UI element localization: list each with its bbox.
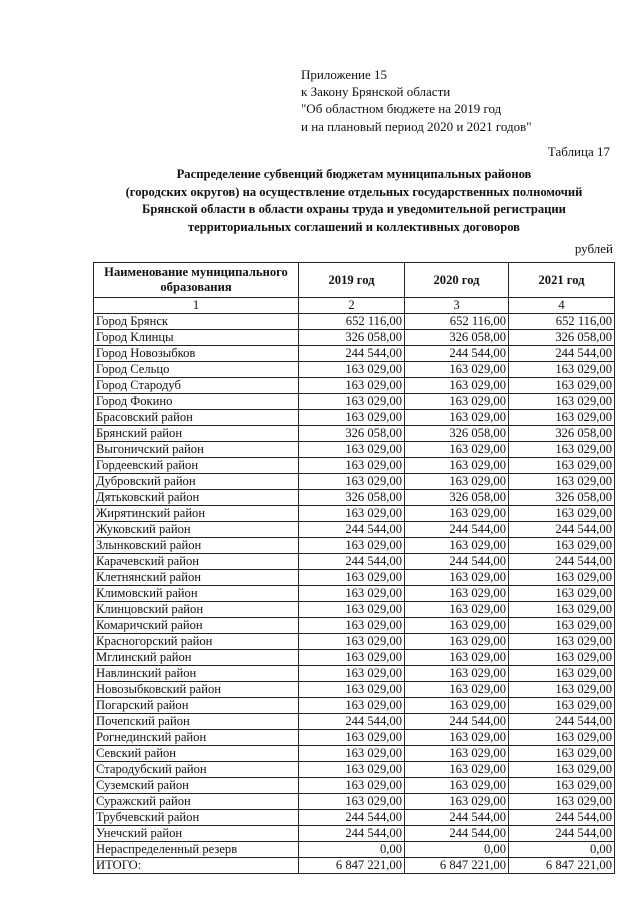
amount-2019: 326 058,00 <box>299 330 405 346</box>
amount-2019: 652 116,00 <box>299 314 405 330</box>
amount-2021: 326 058,00 <box>509 490 615 506</box>
header-municipality: Наименование муниципального образования <box>94 263 299 298</box>
appendix-line: и на плановый период 2020 и 2021 годов" <box>301 118 532 134</box>
municipality-name: Суземский район <box>94 778 299 794</box>
subvention-table <box>93 262 615 874</box>
amount-2020: 163 029,00 <box>405 762 509 778</box>
amount-2019: 163 029,00 <box>299 394 405 410</box>
amount-2021: 0,00 <box>509 842 615 858</box>
amount-2019: 6 847 221,00 <box>299 858 405 874</box>
amount-2021: 163 029,00 <box>509 746 615 762</box>
amount-2020: 163 029,00 <box>405 634 509 650</box>
amount-2020: 163 029,00 <box>405 378 509 394</box>
amount-2019: 244 544,00 <box>299 826 405 842</box>
amount-2021: 244 544,00 <box>509 522 615 538</box>
column-number: 2 <box>299 298 405 314</box>
amount-2021: 244 544,00 <box>509 346 615 362</box>
amount-2021: 326 058,00 <box>509 426 615 442</box>
amount-2021: 244 544,00 <box>509 826 615 842</box>
appendix-line: к Закону Брянской области <box>301 84 451 100</box>
amount-2019: 163 029,00 <box>299 458 405 474</box>
table-row <box>94 314 615 330</box>
amount-2021: 163 029,00 <box>509 778 615 794</box>
municipality-name: Рогнединский район <box>94 730 299 746</box>
table-row <box>94 618 615 634</box>
amount-2021: 163 029,00 <box>509 762 615 778</box>
amount-2020: 244 544,00 <box>405 346 509 362</box>
table-row <box>94 426 615 442</box>
amount-2019: 163 029,00 <box>299 634 405 650</box>
header-2019: 2019 год <box>299 263 405 298</box>
amount-2021: 163 029,00 <box>509 650 615 666</box>
header-2020: 2020 год <box>405 263 509 298</box>
municipality-name: Навлинский район <box>94 666 299 682</box>
amount-2019: 163 029,00 <box>299 618 405 634</box>
amount-2021: 652 116,00 <box>509 314 615 330</box>
total-row <box>94 858 615 874</box>
municipality-name: Злынковский район <box>94 538 299 554</box>
column-number: 1 <box>94 298 299 314</box>
municipality-name: Жирятинский район <box>94 506 299 522</box>
table-row <box>94 442 615 458</box>
column-number: 3 <box>405 298 509 314</box>
column-number-row <box>94 298 615 314</box>
amount-2019: 163 029,00 <box>299 746 405 762</box>
amount-2020: 163 029,00 <box>405 506 509 522</box>
amount-2021: 163 029,00 <box>509 666 615 682</box>
municipality-name: Погарский район <box>94 698 299 714</box>
amount-2020: 163 029,00 <box>405 650 509 666</box>
amount-2020: 163 029,00 <box>405 458 509 474</box>
table-row <box>94 666 615 682</box>
amount-2020: 163 029,00 <box>405 570 509 586</box>
amount-2020: 163 029,00 <box>405 602 509 618</box>
municipality-name: Унечский район <box>94 826 299 842</box>
amount-2019: 163 029,00 <box>299 378 405 394</box>
amount-2020: 244 544,00 <box>405 714 509 730</box>
table-row <box>94 458 615 474</box>
amount-2019: 163 029,00 <box>299 666 405 682</box>
amount-2019: 163 029,00 <box>299 506 405 522</box>
amount-2021: 163 029,00 <box>509 362 615 378</box>
amount-2020: 244 544,00 <box>405 826 509 842</box>
municipality-name: Комаричский район <box>94 618 299 634</box>
amount-2020: 163 029,00 <box>405 746 509 762</box>
amount-2021: 163 029,00 <box>509 602 615 618</box>
amount-2020: 163 029,00 <box>405 538 509 554</box>
municipality-name: Трубчевский район <box>94 810 299 826</box>
municipality-name: Клетнянский район <box>94 570 299 586</box>
municipality-name: Мглинский район <box>94 650 299 666</box>
table-row <box>94 378 615 394</box>
amount-2019: 0,00 <box>299 842 405 858</box>
amount-2021: 163 029,00 <box>509 410 615 426</box>
amount-2021: 6 847 221,00 <box>509 858 615 874</box>
amount-2019: 163 029,00 <box>299 778 405 794</box>
amount-2020: 163 029,00 <box>405 474 509 490</box>
amount-2019: 163 029,00 <box>299 442 405 458</box>
table-row <box>94 330 615 346</box>
municipality-name: Выгоничский район <box>94 442 299 458</box>
amount-2019: 163 029,00 <box>299 362 405 378</box>
amount-2019: 244 544,00 <box>299 346 405 362</box>
amount-2020: 326 058,00 <box>405 426 509 442</box>
table-row <box>94 362 615 378</box>
header-2021: 2021 год <box>509 263 615 298</box>
amount-2021: 163 029,00 <box>509 394 615 410</box>
table-row <box>94 474 615 490</box>
table-label: Таблица 17 <box>547 144 610 159</box>
table-row <box>94 842 615 858</box>
amount-2020: 0,00 <box>405 842 509 858</box>
table-row <box>94 810 615 826</box>
amount-2021: 163 029,00 <box>509 378 615 394</box>
amount-2021: 163 029,00 <box>509 618 615 634</box>
municipality-name: Почепский район <box>94 714 299 730</box>
amount-2020: 6 847 221,00 <box>405 858 509 874</box>
municipality-name: Город Новозыбков <box>94 346 299 362</box>
amount-2020: 163 029,00 <box>405 394 509 410</box>
units-label: рублей <box>574 241 613 256</box>
amount-2020: 652 116,00 <box>405 314 509 330</box>
amount-2021: 163 029,00 <box>509 442 615 458</box>
appendix-line: Приложение 15 <box>301 67 388 82</box>
title-line: (городских округов) на осуществление отдельных государственных полномочий <box>125 184 583 199</box>
amount-2019: 163 029,00 <box>299 602 405 618</box>
amount-2019: 163 029,00 <box>299 762 405 778</box>
table-row <box>94 794 615 810</box>
amount-2019: 163 029,00 <box>299 698 405 714</box>
amount-2020: 163 029,00 <box>405 618 509 634</box>
amount-2020: 326 058,00 <box>405 330 509 346</box>
document-title <box>92 166 616 236</box>
amount-2019: 163 029,00 <box>299 682 405 698</box>
table-row <box>94 602 615 618</box>
amount-2021: 163 029,00 <box>509 506 615 522</box>
title-line: Распределение субвенций бюджетам муниципальных районов <box>176 167 532 181</box>
amount-2019: 163 029,00 <box>299 586 405 602</box>
table-row <box>94 746 615 762</box>
amount-2020: 163 029,00 <box>405 778 509 794</box>
amount-2019: 326 058,00 <box>299 426 405 442</box>
table-row <box>94 554 615 570</box>
table-row <box>94 682 615 698</box>
municipality-name: Красногорский район <box>94 634 299 650</box>
amount-2019: 244 544,00 <box>299 554 405 570</box>
municipality-name: Город Клинцы <box>94 330 299 346</box>
municipality-name: Клинцовский район <box>94 602 299 618</box>
table-row <box>94 522 615 538</box>
municipality-name: Брасовский район <box>94 410 299 426</box>
municipality-name: Гордеевский район <box>94 458 299 474</box>
title-line: Брянской области в области охраны труда и уведомительной регистрации <box>142 202 566 216</box>
amount-2019: 326 058,00 <box>299 490 405 506</box>
amount-2021: 163 029,00 <box>509 682 615 698</box>
table-row <box>94 538 615 554</box>
amount-2020: 163 029,00 <box>405 794 509 810</box>
municipality-name: Город Фокино <box>94 394 299 410</box>
amount-2019: 244 544,00 <box>299 522 405 538</box>
municipality-name: Суражский район <box>94 794 299 810</box>
municipality-name: Город Брянск <box>94 314 299 330</box>
table-row <box>94 394 615 410</box>
amount-2019: 163 029,00 <box>299 650 405 666</box>
amount-2021: 163 029,00 <box>509 458 615 474</box>
amount-2020: 163 029,00 <box>405 410 509 426</box>
title-line: территориальных соглашений и коллективных договоров <box>188 219 520 234</box>
municipality-name: Дубровский район <box>94 474 299 490</box>
table-row <box>94 506 615 522</box>
table-row <box>94 762 615 778</box>
municipality-name: Стародубский район <box>94 762 299 778</box>
amount-2020: 163 029,00 <box>405 666 509 682</box>
amount-2019: 163 029,00 <box>299 570 405 586</box>
table-header-row <box>94 263 615 298</box>
table-row <box>94 490 615 506</box>
municipality-name: Город Сельцо <box>94 362 299 378</box>
table-row <box>94 778 615 794</box>
amount-2020: 326 058,00 <box>405 490 509 506</box>
municipality-name: Жуковский район <box>94 522 299 538</box>
table-row <box>94 346 615 362</box>
amount-2019: 163 029,00 <box>299 794 405 810</box>
municipality-name: Карачевский район <box>94 554 299 570</box>
amount-2021: 163 029,00 <box>509 586 615 602</box>
amount-2021: 244 544,00 <box>509 714 615 730</box>
column-number: 4 <box>509 298 615 314</box>
amount-2021: 326 058,00 <box>509 330 615 346</box>
table-row <box>94 410 615 426</box>
municipality-name: Город Стародуб <box>94 378 299 394</box>
appendix-line: "Об областном бюджете на 2019 год <box>301 101 502 117</box>
municipality-name: Новозыбковский район <box>94 682 299 698</box>
amount-2021: 163 029,00 <box>509 538 615 554</box>
municipality-name: Дятьковский район <box>94 490 299 506</box>
table-row <box>94 826 615 842</box>
amount-2021: 163 029,00 <box>509 474 615 490</box>
amount-2019: 163 029,00 <box>299 474 405 490</box>
table-row <box>94 730 615 746</box>
municipality-name: ИТОГО: <box>94 858 299 874</box>
table-row <box>94 586 615 602</box>
amount-2020: 163 029,00 <box>405 698 509 714</box>
amount-2020: 163 029,00 <box>405 362 509 378</box>
amount-2020: 163 029,00 <box>405 442 509 458</box>
table-row <box>94 698 615 714</box>
amount-2021: 163 029,00 <box>509 794 615 810</box>
appendix-heading <box>301 66 532 135</box>
amount-2020: 244 544,00 <box>405 554 509 570</box>
amount-2021: 244 544,00 <box>509 554 615 570</box>
amount-2019: 244 544,00 <box>299 714 405 730</box>
amount-2020: 163 029,00 <box>405 586 509 602</box>
amount-2019: 244 544,00 <box>299 810 405 826</box>
amount-2020: 163 029,00 <box>405 730 509 746</box>
table-row <box>94 650 615 666</box>
amount-2021: 163 029,00 <box>509 634 615 650</box>
amount-2021: 163 029,00 <box>509 570 615 586</box>
table-row <box>94 714 615 730</box>
amount-2019: 163 029,00 <box>299 730 405 746</box>
municipality-name: Севский район <box>94 746 299 762</box>
municipality-name: Климовский район <box>94 586 299 602</box>
amount-2020: 244 544,00 <box>405 810 509 826</box>
amount-2021: 163 029,00 <box>509 730 615 746</box>
municipality-name: Нераспределенный резерв <box>94 842 299 858</box>
amount-2020: 163 029,00 <box>405 682 509 698</box>
amount-2021: 244 544,00 <box>509 810 615 826</box>
amount-2019: 163 029,00 <box>299 410 405 426</box>
amount-2020: 244 544,00 <box>405 522 509 538</box>
amount-2021: 163 029,00 <box>509 698 615 714</box>
municipality-name: Брянский район <box>94 426 299 442</box>
table-row <box>94 570 615 586</box>
table-row <box>94 634 615 650</box>
amount-2019: 163 029,00 <box>299 538 405 554</box>
